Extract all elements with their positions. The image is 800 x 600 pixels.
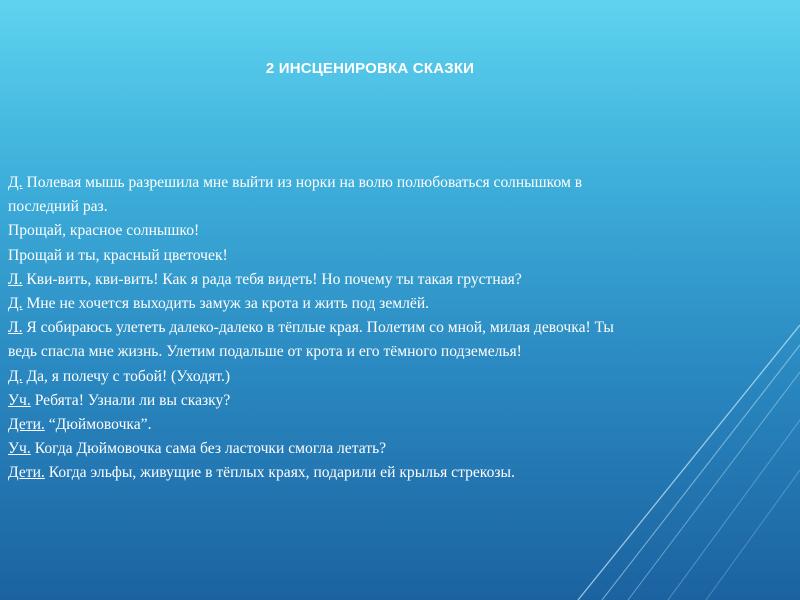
line-text: последний раз. [8,198,108,216]
line-text: Когда эльфы, живущие в тёплых краях, подарили ей крылья стрекозы. [44,464,515,482]
line-text: Полевая мышь разрешила мне выйти из норки на волю полюбоваться солнышком в [22,174,583,191]
speaker-label: Д. [8,367,23,385]
dialogue-line [8,244,788,268]
dialogue-text [8,171,788,486]
line-text: Мне не хочется выходить замуж за крота и жить под землёй. [22,295,430,313]
speaker-label: Д. [8,295,23,313]
dialogue-line [8,365,788,389]
dialogue-line [8,219,788,243]
speaker-label: Уч. [8,440,31,458]
line-text: “Дюймовочка”. [44,416,152,434]
speaker-label: Д. [8,174,23,191]
speaker-label: Л. [8,270,23,288]
dialogue-line [8,292,788,316]
line-text: Я собираюсь улететь далеко-далеко в тёплые края. Полетим со мной, милая девочка! Ты [22,319,614,337]
line-text: Кви-вить, кви-вить! Как я рада тебя видеть! Но почему ты такая грустная? [22,270,522,288]
speaker-label: Л. [8,319,23,337]
slide-title: 2 ИНСЦЕНИРОВКА СКАЗКИ [265,60,475,77]
line-text: Когда Дюймовочка сама без ласточки смогла летать? [30,440,387,458]
dialogue-line [8,389,788,413]
line-text: Прощай, красное солнышко! [8,222,200,240]
dialogue-line [8,437,788,461]
dialogue-line [8,268,788,292]
line-text: ведь спасла мне жизнь. Улетим подальше от крота и его тёмного подземелья! [8,343,522,361]
decor-line-5 [706,470,800,600]
line-text: Да, я полечу с тобой! (Уходят.) [22,367,231,385]
dialogue-line [8,413,788,437]
speaker-label: Дети. [8,464,45,482]
speaker-label: Дети. [8,416,45,434]
dialogue-line [8,316,788,340]
dialogue-line [8,461,788,485]
line-text: Ребята! Узнали ли вы сказку? [30,391,231,409]
dialogue-line [8,171,788,195]
dialogue-line [8,195,788,219]
dialogue-line [8,340,788,364]
speaker-label: Уч. [8,391,31,409]
line-text: Прощай и ты, красный цветочек! [8,246,228,264]
